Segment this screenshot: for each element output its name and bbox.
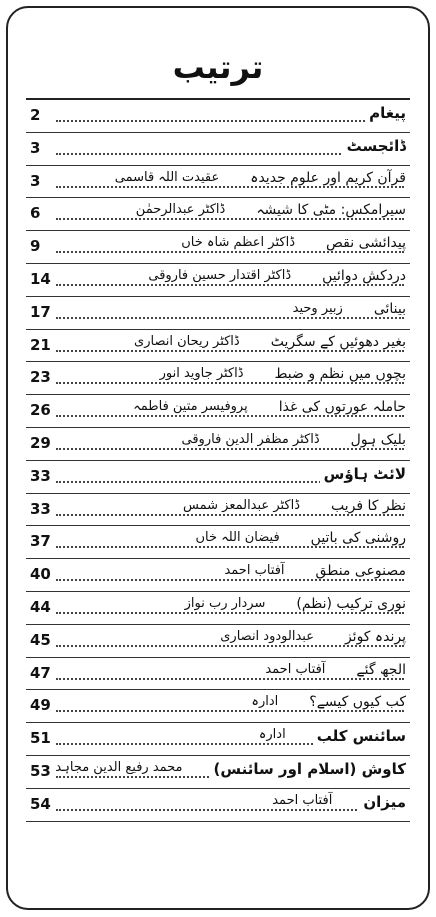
leader-dots xyxy=(56,284,404,286)
entry-author: عقیدت اللہ قاسمی xyxy=(112,170,223,185)
page-number: 2 xyxy=(30,106,41,124)
page-number: 49 xyxy=(30,696,51,715)
page-number: 26 xyxy=(30,401,51,420)
entry-title: مصنوعی منطق xyxy=(312,563,406,579)
page-number: 3 xyxy=(30,138,41,157)
toc-row[interactable] xyxy=(26,133,410,166)
leader-dots xyxy=(56,612,404,614)
entry-title: پرندہ کوئز xyxy=(341,629,406,645)
entry-title: لائٹ ہاؤس xyxy=(320,465,406,483)
entry-author: پروفیسر متین فاطمہ xyxy=(130,399,251,414)
leader-dots xyxy=(56,350,404,352)
entry-title: دردکش دوائیں xyxy=(318,268,406,284)
page-number: 21 xyxy=(30,335,51,354)
leader-dots xyxy=(56,809,404,811)
entry-title: بلیک ہول xyxy=(347,432,406,448)
page-number: 47 xyxy=(30,663,51,682)
toc-row[interactable] xyxy=(26,100,410,133)
entry-author: ڈاکٹر عبدالمعز شمس xyxy=(180,498,303,513)
leader-dots xyxy=(56,186,404,188)
toc-row[interactable] xyxy=(26,428,410,461)
toc-row[interactable] xyxy=(26,494,410,527)
entry-author: ڈاکٹر اقتدار حسین فاروقی xyxy=(145,268,294,283)
entry-author: آفتاب احمد xyxy=(262,662,328,677)
page-number: 45 xyxy=(30,630,51,649)
entry-title: سیرامکس: مٹی کا شیشہ xyxy=(252,202,406,218)
leader-dots xyxy=(56,678,404,680)
leader-dots xyxy=(56,251,404,253)
toc-row[interactable] xyxy=(26,231,410,264)
entry-title: نوری ترکیب (نظم) xyxy=(292,596,406,612)
entry-author: ڈاکٹر جاوید انور xyxy=(157,366,247,381)
toc-row[interactable] xyxy=(26,526,410,559)
entry-author: ڈاکٹر عبدالرحمٰن xyxy=(133,202,229,217)
entry-author: ڈاکٹر ریحان انصاری xyxy=(131,334,243,349)
toc-row[interactable] xyxy=(26,690,410,723)
entry-title: بچوں میں نظم و ضبط xyxy=(271,366,407,382)
entry-author: آفتاب احمد xyxy=(221,563,287,578)
toc-row[interactable] xyxy=(26,723,410,756)
leader-dots xyxy=(56,546,404,548)
entry-author: ادارہ xyxy=(248,694,281,709)
toc-row[interactable] xyxy=(26,166,410,199)
page-number: 53 xyxy=(30,761,51,780)
toc-row[interactable] xyxy=(26,625,410,658)
entry-title: نظر کا فریب xyxy=(327,498,406,514)
entry-title: بینائی xyxy=(370,301,406,317)
page-number: 3 xyxy=(30,171,41,190)
page-number: 33 xyxy=(30,466,51,485)
toc-row[interactable] xyxy=(26,264,410,297)
entry-title: پیدائشی نقص xyxy=(322,235,406,251)
entry-author: سردار رب نواز xyxy=(182,596,269,611)
entry-author: ڈاکٹر مظفر الدین فاروقی xyxy=(179,432,323,447)
contents-frame xyxy=(6,6,430,910)
leader-dots xyxy=(56,514,404,516)
leader-dots xyxy=(56,317,404,319)
leader-dots xyxy=(56,448,404,450)
page-number: 6 xyxy=(30,204,41,223)
entry-title: الجھ گئے xyxy=(352,662,406,678)
page-number: 17 xyxy=(30,302,51,321)
page-number: 9 xyxy=(30,237,41,256)
page-number: 54 xyxy=(30,794,51,813)
page-number: 37 xyxy=(30,532,51,551)
entry-author: زبیر وحید xyxy=(290,301,346,316)
toc-row[interactable] xyxy=(26,297,410,330)
toc-row[interactable] xyxy=(26,789,410,822)
leader-dots xyxy=(56,710,404,712)
page-title: ترتیب xyxy=(172,48,264,86)
contents-list xyxy=(26,100,410,822)
entry-author: ادارہ xyxy=(256,727,289,742)
entry-title: میزان xyxy=(359,793,406,811)
entry-title: روشنی کی باتیں xyxy=(307,530,406,546)
page-number: 29 xyxy=(30,433,51,452)
page-number: 33 xyxy=(30,499,51,518)
toc-row[interactable] xyxy=(26,330,410,363)
entry-author: ڈاکٹر اعظم شاہ خاں xyxy=(178,235,298,250)
leader-dots xyxy=(56,415,404,417)
entry-title: حاملہ عورتوں کی غذا xyxy=(275,399,406,415)
entry-author: فیضان اللہ خاں xyxy=(192,530,282,545)
entry-title: پیغام xyxy=(365,104,406,122)
entry-author: محمد رفیع الدین مجاہد xyxy=(52,760,185,775)
entry-author: آفتاب احمد xyxy=(269,793,335,808)
entry-title: کاوش (اسلام اور سائنس) xyxy=(210,760,406,778)
leader-dots xyxy=(56,645,404,647)
page-number: 23 xyxy=(30,368,51,387)
toc-row[interactable] xyxy=(26,592,410,625)
toc-row[interactable] xyxy=(26,658,410,691)
leader-dots xyxy=(56,218,404,220)
leader-dots xyxy=(56,382,404,384)
page-number: 44 xyxy=(30,597,51,616)
entry-author: عبدالودود انصاری xyxy=(217,629,317,644)
leader-dots xyxy=(56,120,404,122)
page-number: 51 xyxy=(30,729,51,748)
leader-dots xyxy=(56,579,404,581)
entry-title: بغیر دھوئیں کے سگریٹ xyxy=(267,334,406,350)
page-number: 40 xyxy=(30,565,51,584)
entry-title: کب کیوں کیسے؟ xyxy=(305,694,406,710)
toc-row[interactable] xyxy=(26,395,410,428)
toc-row[interactable] xyxy=(26,461,410,494)
toc-row[interactable] xyxy=(26,756,410,789)
toc-row[interactable] xyxy=(26,559,410,592)
entry-title: قرآن کریم اور علوم جدیدہ xyxy=(246,170,406,186)
entry-title: ڈائجسٹ xyxy=(343,137,406,155)
entry-title: سائنس کلب xyxy=(313,727,406,745)
page-number: 14 xyxy=(30,269,51,288)
toc-row[interactable] xyxy=(26,198,410,231)
toc-row[interactable] xyxy=(26,362,410,395)
